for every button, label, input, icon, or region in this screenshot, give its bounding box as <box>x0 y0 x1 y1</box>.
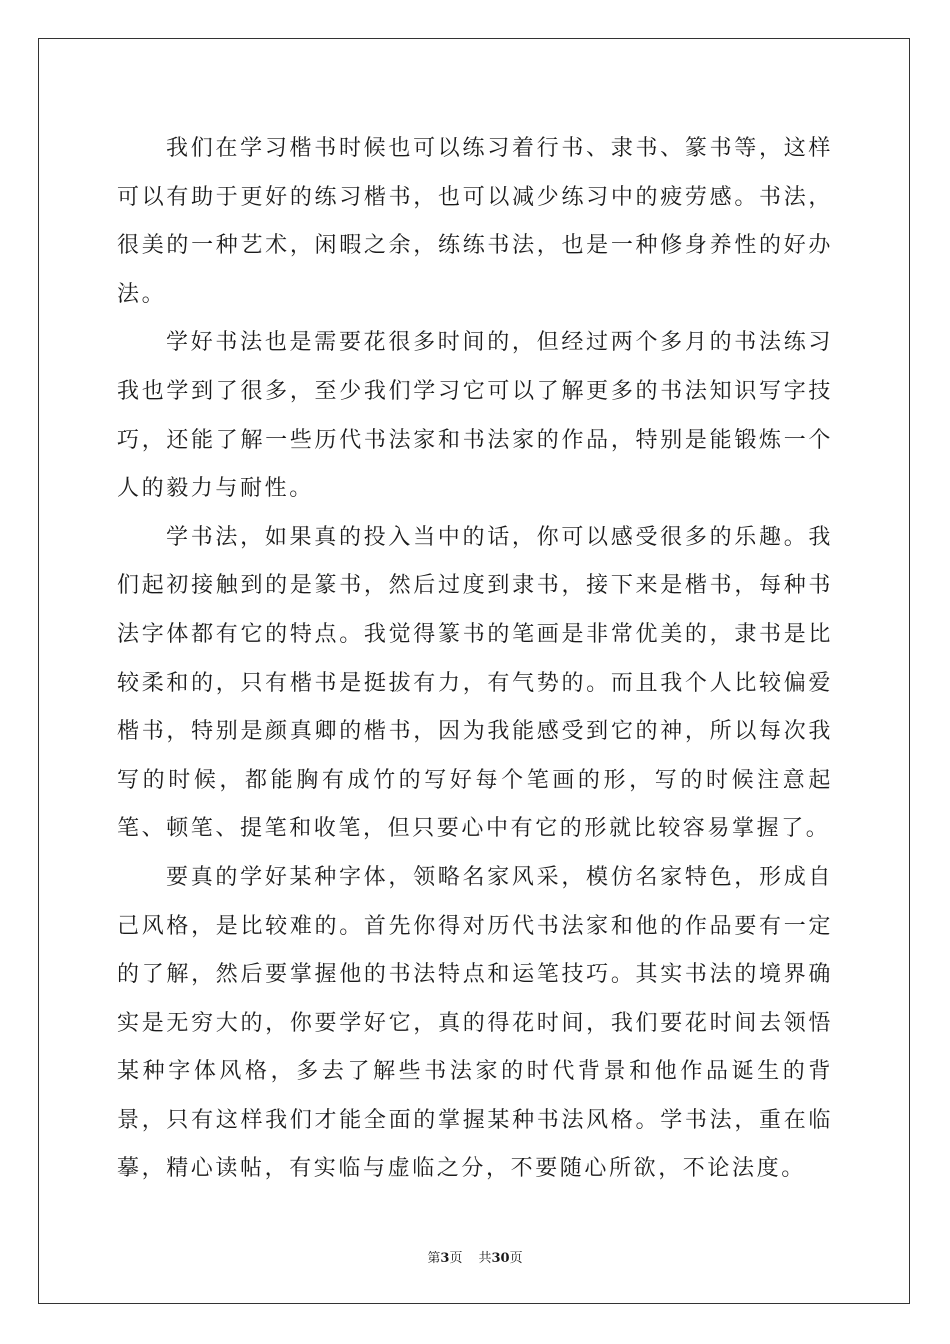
paragraph-3: 学书法，如果真的投入当中的话，你可以感受很多的乐趣。我们起初接触到的是篆书，然后过度到隶书，接下来是楷书，每种书法字体都有它的特点。我觉得篆书的笔画是非常优美的，隶书是比较柔和的，只有楷书是挺拔有力，有气势的。而且我个人比较偏爱楷书，特别是颜真卿的楷书，因为我能感受到它的神，所以每次我写的时候，都能胸有成竹的写好每个笔画的形，写的时候注意起笔、顿笔、提笔和收笔，但只要心中有它的形就比较容易掌握了。 <box>117 524 833 842</box>
page-number: 3 <box>440 1251 450 1266</box>
total-suffix: 页 <box>509 1251 523 1266</box>
total-prefix: 共 <box>478 1251 492 1266</box>
page-footer <box>0 1247 950 1266</box>
paragraph-1: 我们在学习楷书时候也可以练习着行书、隶书、篆书等，这样可以有助于更好的练习楷书，也可以减少练习中的疲劳感。书法，很美的一种艺术，闲暇之余，练练书法，也是一种修身养性的好办法。 <box>117 136 833 307</box>
page-prefix: 第 <box>427 1251 441 1266</box>
paragraph-4: 要真的学好某种字体，领略名家风采，模仿名家特色，形成自己风格，是比较难的。首先你得对历代书法家和他的作品要有一定的了解，然后要掌握他的书法特点和运笔技巧。其实书法的境界确实是无穷大的，你要学好它，真的得花时间，我们要花时间去领悟某种字体风格，多去了解些书法家的时代背景和他作品诞生的背景，只有这样我们才能全面的掌握某种书法风格。学书法，重在临摹，精心读帖，有实临与虚临之分，不要随心所欲，不论法度。 <box>117 864 833 1182</box>
page-suffix: 页 <box>449 1251 463 1266</box>
total-pages: 30 <box>491 1251 510 1266</box>
document-body <box>117 125 833 1194</box>
paragraph-2: 学好书法也是需要花很多时间的，但经过两个多月的书法练习我也学到了很多，至少我们学习它可以了解更多的书法知识写字技巧，还能了解一些历代书法家和书法家的作品，特别是能锻炼一个人的毅力与耐性。 <box>117 330 833 502</box>
